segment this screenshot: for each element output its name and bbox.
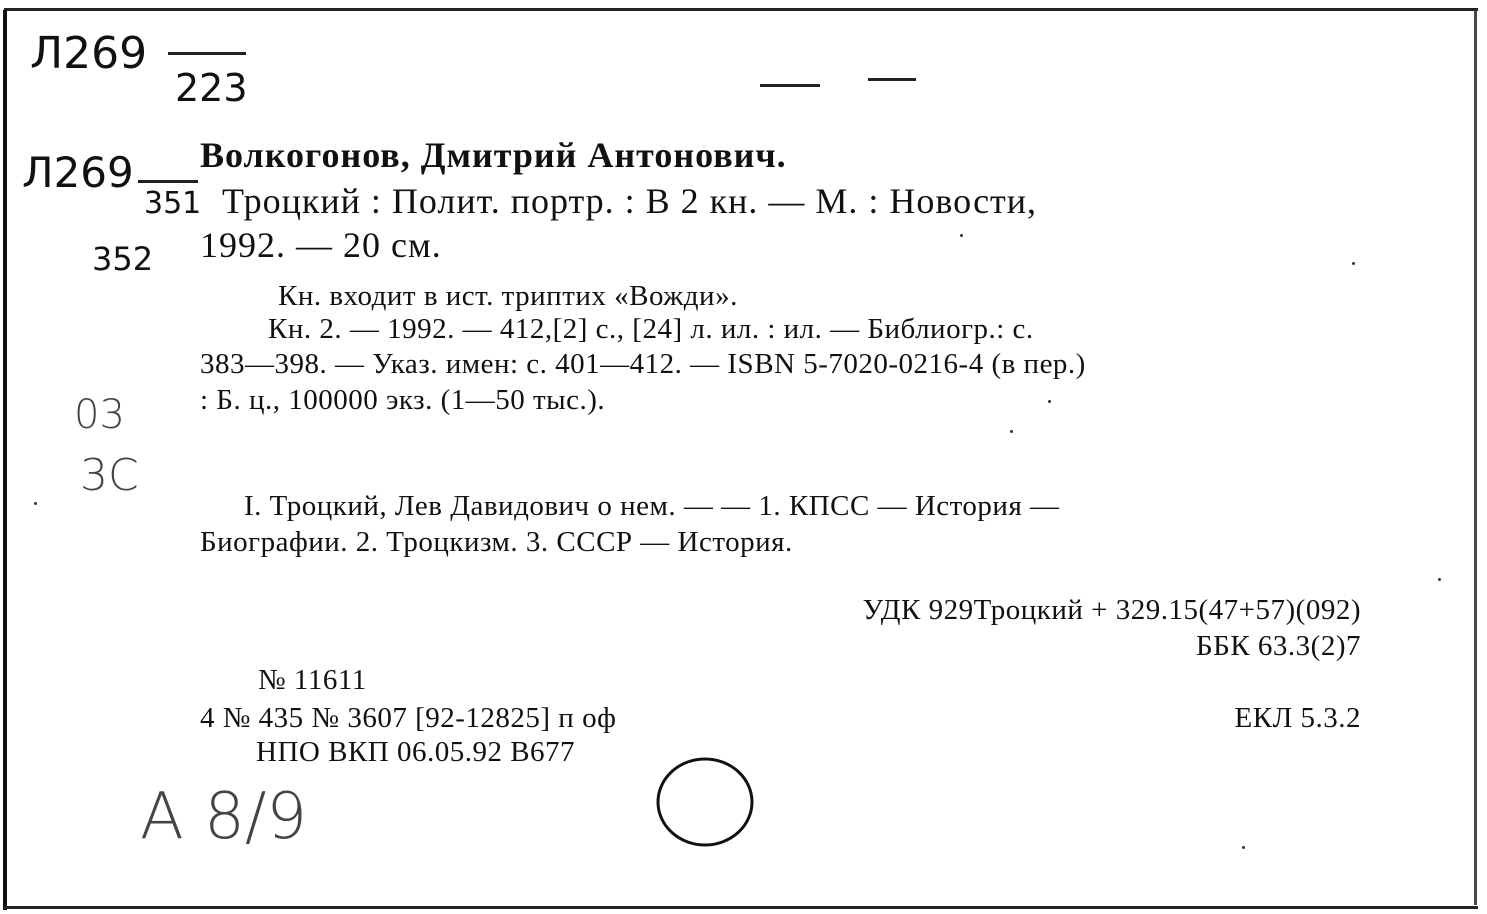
title-line-1: Троцкий : Полит. портр. : В 2 кн. — М. : Новости, xyxy=(222,181,1038,221)
title-line-2: 1992. — 20 см. xyxy=(200,225,442,265)
card-border-left xyxy=(3,10,7,910)
handwritten-shelf-mark: А 8/9 xyxy=(140,780,308,854)
volume-line-2: 383—398. — Указ. имен: с. 401—412. — ISBN 5-7020-0216-4 (в пер.) xyxy=(200,348,1086,380)
volume-line-1: Кн. 2. — 1992. — 412,[2] с., [24] л. ил. : ил. — Библиогр.: с. xyxy=(268,313,1034,345)
speck xyxy=(1048,400,1051,403)
handwritten-mark-b: 3С xyxy=(80,450,139,501)
ekl-code: ЕКЛ 5.3.2 xyxy=(1234,702,1361,734)
handwritten-code-2a: 351 xyxy=(144,186,202,221)
subjects-line-2: Биографии. 2. Троцкизм. 3. СССР — История. xyxy=(200,526,793,558)
series-note: Кн. входит в ист. триптих «Вожди». xyxy=(278,280,738,312)
speck-dash xyxy=(868,78,916,81)
handwritten-code-2b: 352 xyxy=(92,240,154,278)
stamp-circle-icon xyxy=(650,752,760,852)
speck xyxy=(1438,578,1441,581)
card-border-bottom xyxy=(4,906,1478,909)
volume-line-3: : Б. ц., 100000 экз. (1—50 тыс.). xyxy=(200,384,606,416)
speck xyxy=(34,502,37,505)
handwritten-code-1: Л269 xyxy=(30,28,148,79)
card-border-right xyxy=(1474,10,1477,905)
speck xyxy=(1010,430,1013,433)
speck xyxy=(1242,846,1245,849)
author-heading: Волкогонов, Дмитрий Антонович. xyxy=(200,135,787,175)
print-info-line-2: НПО ВКП 06.05.92 В677 xyxy=(256,736,576,768)
handwritten-mark-a: 03 xyxy=(74,392,125,438)
udk-code: УДК 929Троцкий + 329.15(47+57)(092) xyxy=(862,594,1361,626)
fraction-line-2 xyxy=(138,180,198,183)
subjects-line-1: I. Троцкий, Лев Давидович о нем. — — 1. КПСС — История — xyxy=(244,490,1060,522)
speck xyxy=(1352,262,1355,265)
card-number: № 11611 xyxy=(258,664,367,696)
handwritten-code-2: Л269 xyxy=(22,148,134,197)
handwritten-code-1-sub: 223 xyxy=(175,66,248,110)
speck-dash xyxy=(760,84,820,87)
bbk-code: ББК 63.3(2)7 xyxy=(1196,630,1361,662)
fraction-line xyxy=(168,52,246,55)
speck xyxy=(960,234,963,237)
card-border-top xyxy=(4,8,1478,11)
print-info-line-1: 4 № 435 № 3607 [92-12825] п оф xyxy=(200,702,617,734)
